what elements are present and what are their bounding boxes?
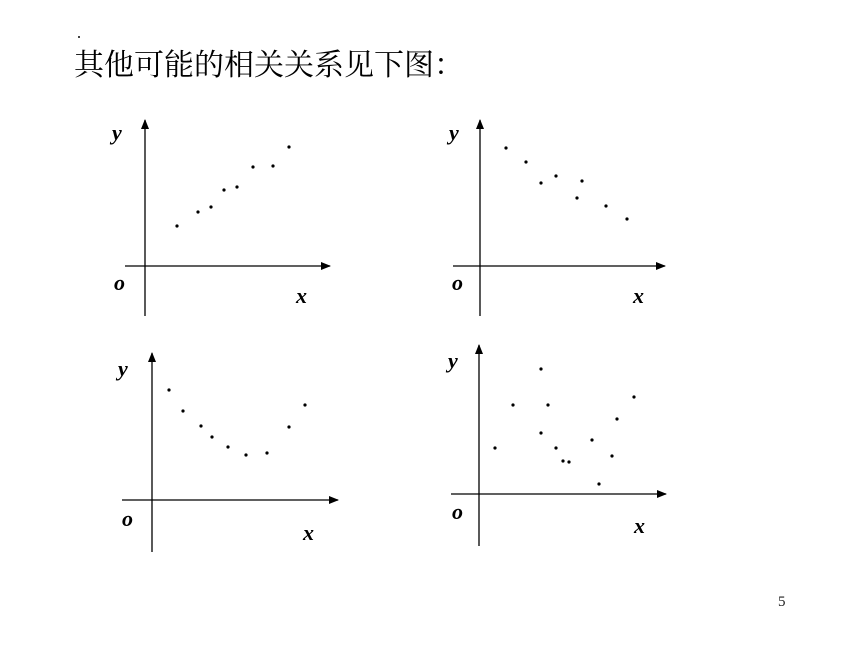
data-point	[493, 446, 496, 449]
data-point	[580, 179, 583, 182]
y-axis-label: y	[118, 356, 128, 381]
data-point	[287, 425, 290, 428]
data-point	[632, 395, 635, 398]
data-point	[615, 417, 618, 420]
y-axis-label: y	[448, 348, 458, 373]
x-axis-label: x	[296, 283, 307, 308]
plot-no-correlation	[445, 345, 666, 546]
x-axis-label: x	[633, 283, 644, 308]
data-point	[604, 204, 607, 207]
plot-negative-linear	[446, 120, 665, 316]
data-point	[524, 160, 527, 163]
data-point	[610, 454, 613, 457]
data-point	[251, 165, 254, 168]
data-point	[271, 164, 274, 167]
x-axis-label: x	[303, 520, 314, 545]
data-point	[210, 435, 213, 438]
slide-title: 其他可能的相关关系见下图：	[74, 48, 464, 83]
data-point	[265, 451, 268, 454]
data-point	[222, 188, 225, 191]
origin-label: o	[452, 270, 463, 295]
data-point	[504, 146, 507, 149]
data-point	[625, 217, 628, 220]
plot-u-shaped	[115, 353, 338, 552]
page-number: 5	[778, 594, 786, 610]
data-point	[539, 181, 542, 184]
data-point	[546, 403, 549, 406]
data-point	[235, 185, 238, 188]
data-point	[554, 174, 557, 177]
data-point	[196, 210, 199, 213]
data-point	[561, 459, 564, 462]
data-points	[504, 146, 628, 220]
data-points	[493, 367, 635, 485]
x-axis-label: x	[634, 513, 645, 538]
data-point	[199, 424, 202, 427]
origin-label: o	[114, 270, 125, 295]
data-point	[575, 196, 578, 199]
data-point	[175, 224, 178, 227]
data-point	[181, 409, 184, 412]
data-point	[167, 388, 170, 391]
data-point	[567, 460, 570, 463]
data-point	[209, 205, 212, 208]
origin-label: o	[122, 506, 133, 531]
plot-positive-linear	[109, 120, 330, 316]
data-point	[226, 445, 229, 448]
data-point	[597, 482, 600, 485]
y-axis-label: y	[112, 120, 122, 145]
data-point	[511, 403, 514, 406]
data-point	[554, 446, 557, 449]
y-axis-label: y	[449, 120, 459, 145]
data-points	[175, 145, 290, 227]
data-point	[244, 453, 247, 456]
origin-label: o	[452, 499, 463, 524]
data-point	[303, 403, 306, 406]
data-point	[539, 367, 542, 370]
data-point	[590, 438, 593, 441]
data-points	[167, 388, 306, 456]
data-point	[539, 431, 542, 434]
data-point	[287, 145, 290, 148]
